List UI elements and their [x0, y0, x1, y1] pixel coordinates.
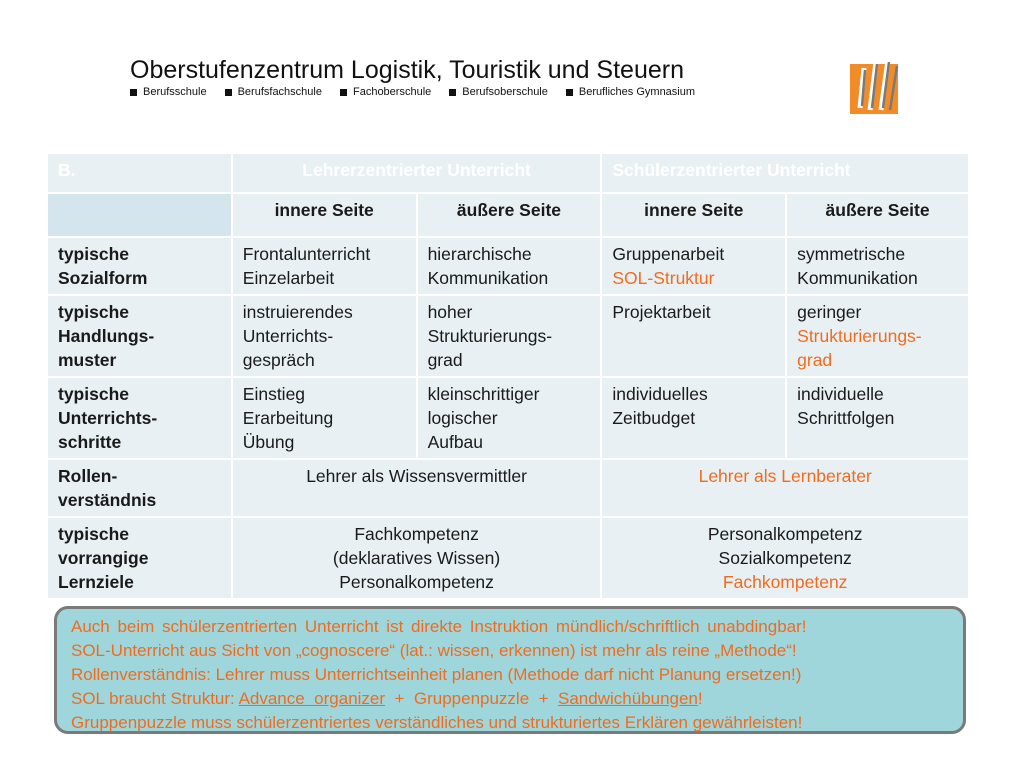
- table-cell: [602, 378, 785, 458]
- note-line: SOL-Unterricht aus Sicht von „cognoscere“ (lat.: wissen, erkennen) ist mehr als reine „Methode“!: [71, 641, 797, 660]
- note-text: !: [697, 689, 703, 708]
- row-label-line: Unterrichts-: [58, 408, 158, 428]
- cell-line: individuelles: [612, 384, 708, 404]
- bullet-square-icon: [225, 89, 232, 96]
- row-label-line: typische: [58, 302, 129, 322]
- cell-line: Sozialkompetenz: [718, 548, 852, 568]
- table-cell: [233, 238, 416, 294]
- table-cell: [418, 238, 601, 294]
- merged-cell-student: Lehrer als Lernberater: [602, 460, 968, 516]
- row-label: [48, 378, 231, 458]
- cell-line: Strukturierungs-: [427, 326, 553, 346]
- cell-line: gespräch: [242, 350, 315, 370]
- cell-line: hoher: [427, 302, 473, 322]
- table-row: [48, 518, 968, 598]
- table-row: [48, 460, 968, 516]
- table-header-row: [48, 154, 968, 192]
- cell-line: grad: [427, 350, 463, 370]
- cell-line: Gruppenarbeit: [612, 244, 725, 264]
- bullet-square-icon: [130, 89, 137, 96]
- school-type-item: [130, 86, 207, 98]
- cell-line: Schrittfolgen: [797, 408, 895, 428]
- cell-line: Fachkompetenz: [354, 524, 479, 544]
- cell-line: symmetrische: [797, 244, 906, 264]
- row-label-line: vorrangige: [58, 548, 149, 568]
- cell-line: Personalkompetenz: [707, 524, 863, 544]
- table-cell: [602, 296, 785, 376]
- table-cell: [233, 296, 416, 376]
- subheader-empty-cell: [48, 194, 231, 236]
- note-link-advance-organizer[interactable]: Advance organizer: [238, 689, 386, 708]
- cell-line: Kommunikation: [427, 268, 549, 288]
- subheader-inner-side: innere Seite: [602, 194, 785, 236]
- note-line: Gruppenpuzzle muss schülerzentriertes verständliches und strukturiertes Erklären gewährleisten!: [71, 713, 803, 732]
- note-line: Auch beim schülerzentrierten Unterricht ist direkte Instruktion mündlich/schriftlich unabdingbar!: [71, 617, 807, 636]
- note-text: + Gruppenpuzzle +: [385, 689, 558, 708]
- table-row: [48, 296, 968, 376]
- header-title: Oberstufenzentrum Logistik, Touristik und Steuern: [130, 56, 684, 84]
- row-label-line: typische: [58, 524, 129, 544]
- table-row: [48, 378, 968, 458]
- note-text: SOL braucht Struktur:: [71, 689, 239, 708]
- table-cell: [233, 378, 416, 458]
- row-label: [48, 296, 231, 376]
- bullet-square-icon: [340, 89, 347, 96]
- school-types: [130, 86, 713, 98]
- cell-line: Projektarbeit: [612, 302, 711, 322]
- cell-line: Frontalunterricht: [242, 244, 371, 264]
- cell-line: geringer: [797, 302, 862, 322]
- table-row: [48, 238, 968, 294]
- row-label: [48, 518, 231, 598]
- cell-line: Erarbeitung: [242, 408, 334, 428]
- cell-line: Aufbau: [427, 432, 484, 452]
- cell-line-highlight: SOL-Struktur: [612, 268, 715, 288]
- note-link-sandwich-exercises[interactable]: Sandwichübungen: [558, 689, 698, 708]
- table-subheader-row: [48, 194, 968, 236]
- cell-line: logischer: [427, 408, 498, 428]
- bullet-square-icon: [449, 89, 456, 96]
- group-header-student-centered: Schülerzentrierter Unterricht: [602, 154, 968, 192]
- school-type-item: [340, 86, 431, 98]
- row-label: [48, 460, 231, 516]
- row-label-line: verständnis: [58, 490, 157, 510]
- school-type-item: [225, 86, 322, 98]
- note-line: [71, 687, 949, 711]
- school-type-item: [566, 86, 695, 98]
- school-type-item: [449, 86, 548, 98]
- row-label-line: schritte: [58, 432, 122, 452]
- cell-line: Übung: [242, 432, 295, 452]
- row-label-line: muster: [58, 350, 117, 370]
- subheader-inner-side: innere Seite: [233, 194, 416, 236]
- subheader-outer-side: äußere Seite: [418, 194, 601, 236]
- group-header-teacher-centered: Lehrerzentrierter Unterricht: [233, 154, 601, 192]
- school-type-label: Fachoberschule: [352, 86, 432, 98]
- merged-cell-student: [602, 518, 968, 598]
- row-label-line: typische: [58, 244, 129, 264]
- school-type-label: Berufsoberschule: [462, 86, 548, 98]
- row-label-line: Lernziele: [58, 572, 134, 592]
- cell-line-highlight: grad: [797, 350, 833, 370]
- table-cell: [418, 296, 601, 376]
- school-logo-icon: [850, 58, 900, 114]
- cell-line: Einstieg: [242, 384, 306, 404]
- merged-cell-teacher: Lehrer als Wissensvermittler: [233, 460, 601, 516]
- bullet-square-icon: [566, 89, 573, 96]
- cell-line-highlight: Fachkompetenz: [722, 572, 848, 592]
- table-cell: [787, 238, 968, 294]
- table-cell: [787, 296, 968, 376]
- school-type-label: Berufsschule: [143, 86, 207, 98]
- row-label: [48, 238, 231, 294]
- school-type-label: Berufliches Gymnasium: [578, 86, 696, 98]
- table-cell: [787, 378, 968, 458]
- cell-line: hierarchische: [427, 244, 532, 264]
- note-line: Rollenverständnis: Lehrer muss Unterrichtseinheit planen (Methode darf nicht Planung ersetzen!): [71, 665, 802, 684]
- cell-line: Personalkompetenz: [339, 572, 494, 592]
- table-cell: [602, 238, 785, 294]
- cell-line: instruierendes: [242, 302, 353, 322]
- subheader-outer-side: äußere Seite: [787, 194, 968, 236]
- table-corner-label: B.: [48, 154, 231, 192]
- cell-line: Zeitbudget: [612, 408, 696, 428]
- row-label-line: Handlungs-: [58, 326, 155, 346]
- cell-line: Unterrichts-: [242, 326, 334, 346]
- cell-line: Kommunikation: [797, 268, 918, 288]
- table-cell: [418, 378, 601, 458]
- cell-line-highlight: Strukturierungs-: [797, 326, 922, 346]
- cell-line: Einzelarbeit: [242, 268, 335, 288]
- cell-line: individuelle: [797, 384, 884, 404]
- cell-line: (deklaratives Wissen): [332, 548, 501, 568]
- comparison-table: [46, 152, 970, 600]
- row-label-line: typische: [58, 384, 129, 404]
- row-label-line: Rollen-: [58, 466, 118, 486]
- school-type-label: Berufsfachschule: [237, 86, 322, 98]
- note-box: [54, 606, 966, 734]
- row-label-line: Sozialform: [58, 268, 148, 288]
- merged-cell-teacher: [233, 518, 601, 598]
- cell-line: kleinschrittiger: [427, 384, 540, 404]
